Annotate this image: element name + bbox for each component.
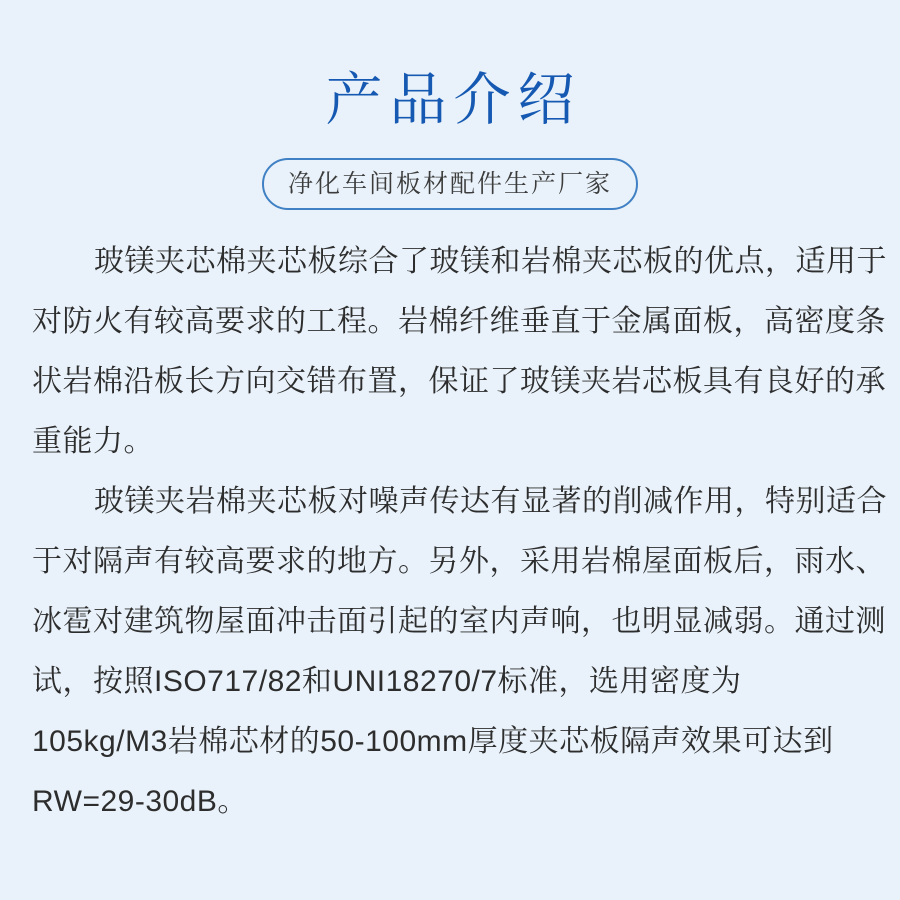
subtitle-label: 净化车间板材配件生产厂家 <box>287 170 612 198</box>
paragraph-1 <box>32 232 887 472</box>
text-line: 冰雹对建筑物屋面冲击面引起的室内声响，也明显减弱。通过测 <box>32 605 886 638</box>
text-line: 重能力。 <box>32 425 154 458</box>
text-line: 于对隔声有较高要求的地方。另外，采用岩棉屋面板后，雨水、 <box>32 545 886 578</box>
text-line: 试，按照ISO717/82和UNI18270/7标准，选用密度为 <box>32 665 742 698</box>
text-line: 玻镁夹芯棉夹芯板综合了玻镁和岩棉夹芯板的优点，适用于 <box>94 245 887 278</box>
text-line: 105kg/M3岩棉芯材的50-100mm厚度夹芯板隔声效果可达到 <box>32 725 834 758</box>
text-line: 对防火有较高要求的工程。岩棉纤维垂直于金属面板，高密度条 <box>32 305 886 338</box>
text-line: 玻镁夹岩棉夹芯板对噪声传达有显著的削减作用，特别适合 <box>94 485 887 518</box>
paragraph-2 <box>32 472 887 832</box>
text-line: 状岩棉沿板长方向交错布置，保证了玻镁夹岩芯板具有良好的承 <box>32 365 886 398</box>
page-title: 产品介绍 <box>325 68 582 132</box>
text-line: RW=29-30dB。 <box>32 785 248 818</box>
subtitle-pill <box>262 158 638 210</box>
body-text <box>32 232 887 832</box>
